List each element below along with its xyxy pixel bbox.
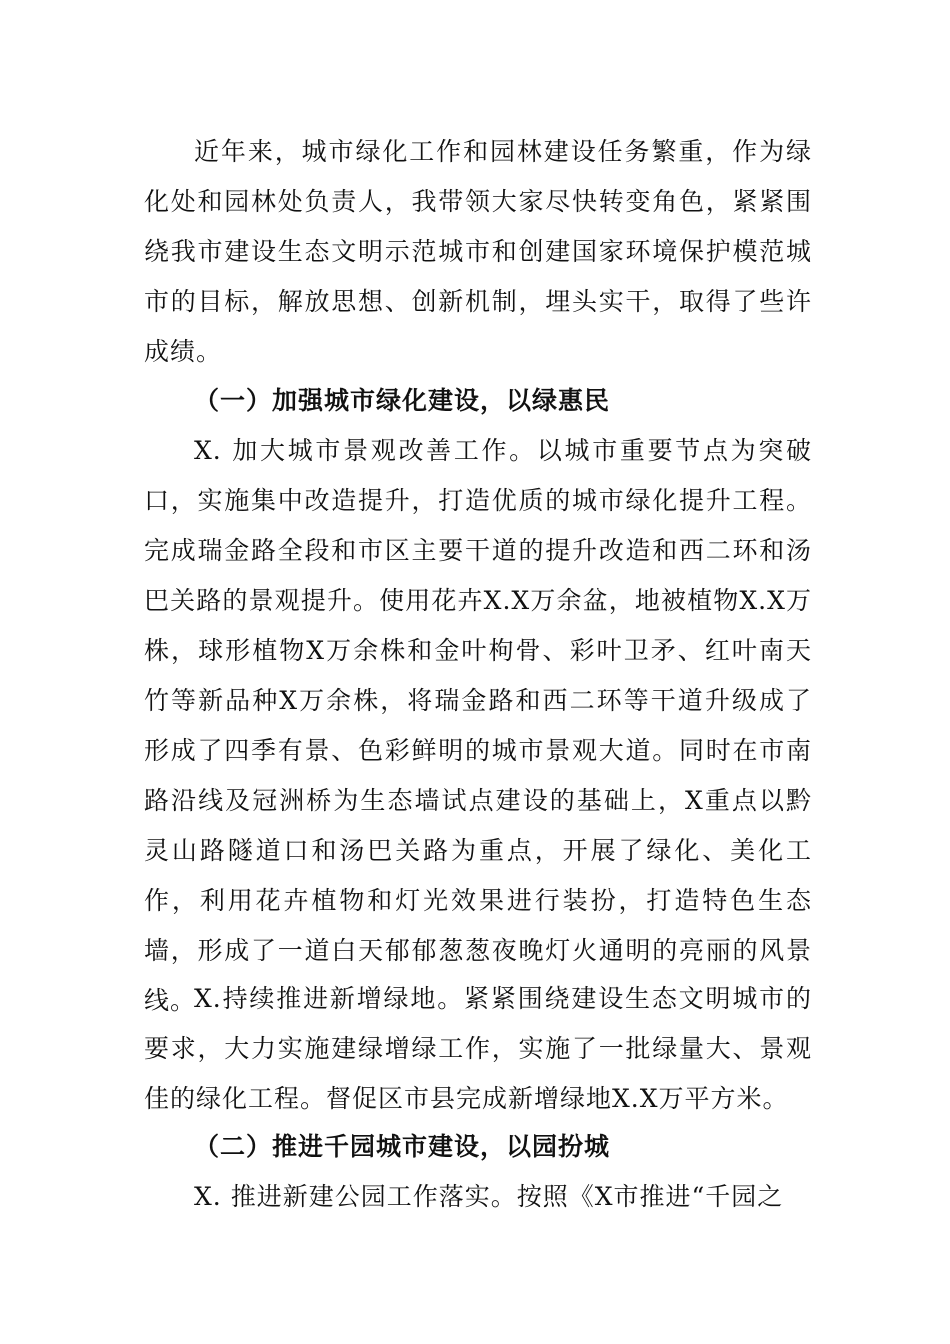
- section-heading-1: （一）加强城市绿化建设，以绿惠民: [194, 386, 611, 415]
- paragraph-2-1: X. 推进新建公园工作落实。按照《X市推进“千园之: [194, 1182, 784, 1211]
- paragraph-1-1: X. 加大城市景观改善工作。以城市重要节点为突破口，实施集中改造提升，打造优质的城市绿化提升工程。完成瑞金路全段和市区主要干道的提升改造和西二环和汤巴关路的景观提升。使用花卉X.X万余盆，地被植物X.X万株，球形植物X万余株和金叶枸骨、彩叶卫矛、红叶南天竹等新品种X万余株，将瑞金路和西二环等干道升级成了形成了四季有景、色彩鲜明的城市景观大道。同时在市南路沿线及冠洲桥为生态墙试点建设的基础上，X重点以黔灵山路隧道口和汤巴关路为重点，开展了绿化、美化工作，利用花卉植物和灯光效果进行装扮，打造特色生态墙，形成了一道白天郁郁葱葱夜晚灯火通明的亮丽的风景线。: [144, 436, 812, 1015]
- paragraph-1-2: X.持续推进新增绿地。紧紧围绕建设生态文明城市的要求，大力实施建绿增绿工作，实施了一批绿量大、景观佳的绿化工程。督促区市县完成新增绿地X.X万平方米。: [144, 984, 812, 1113]
- section-heading-2: （二）推进千园城市建设，以园扮城: [194, 1132, 611, 1161]
- intro-paragraph: 近年来，城市绿化工作和园林建设任务繁重，作为绿化处和园林处负责人，我带领大家尽快转变角色，紧紧围绕我市建设生态文明示范城市和创建国家环境保护模范城市的目标，解放思想、创新机制，埋头实干，取得了些许成绩。: [144, 137, 812, 366]
